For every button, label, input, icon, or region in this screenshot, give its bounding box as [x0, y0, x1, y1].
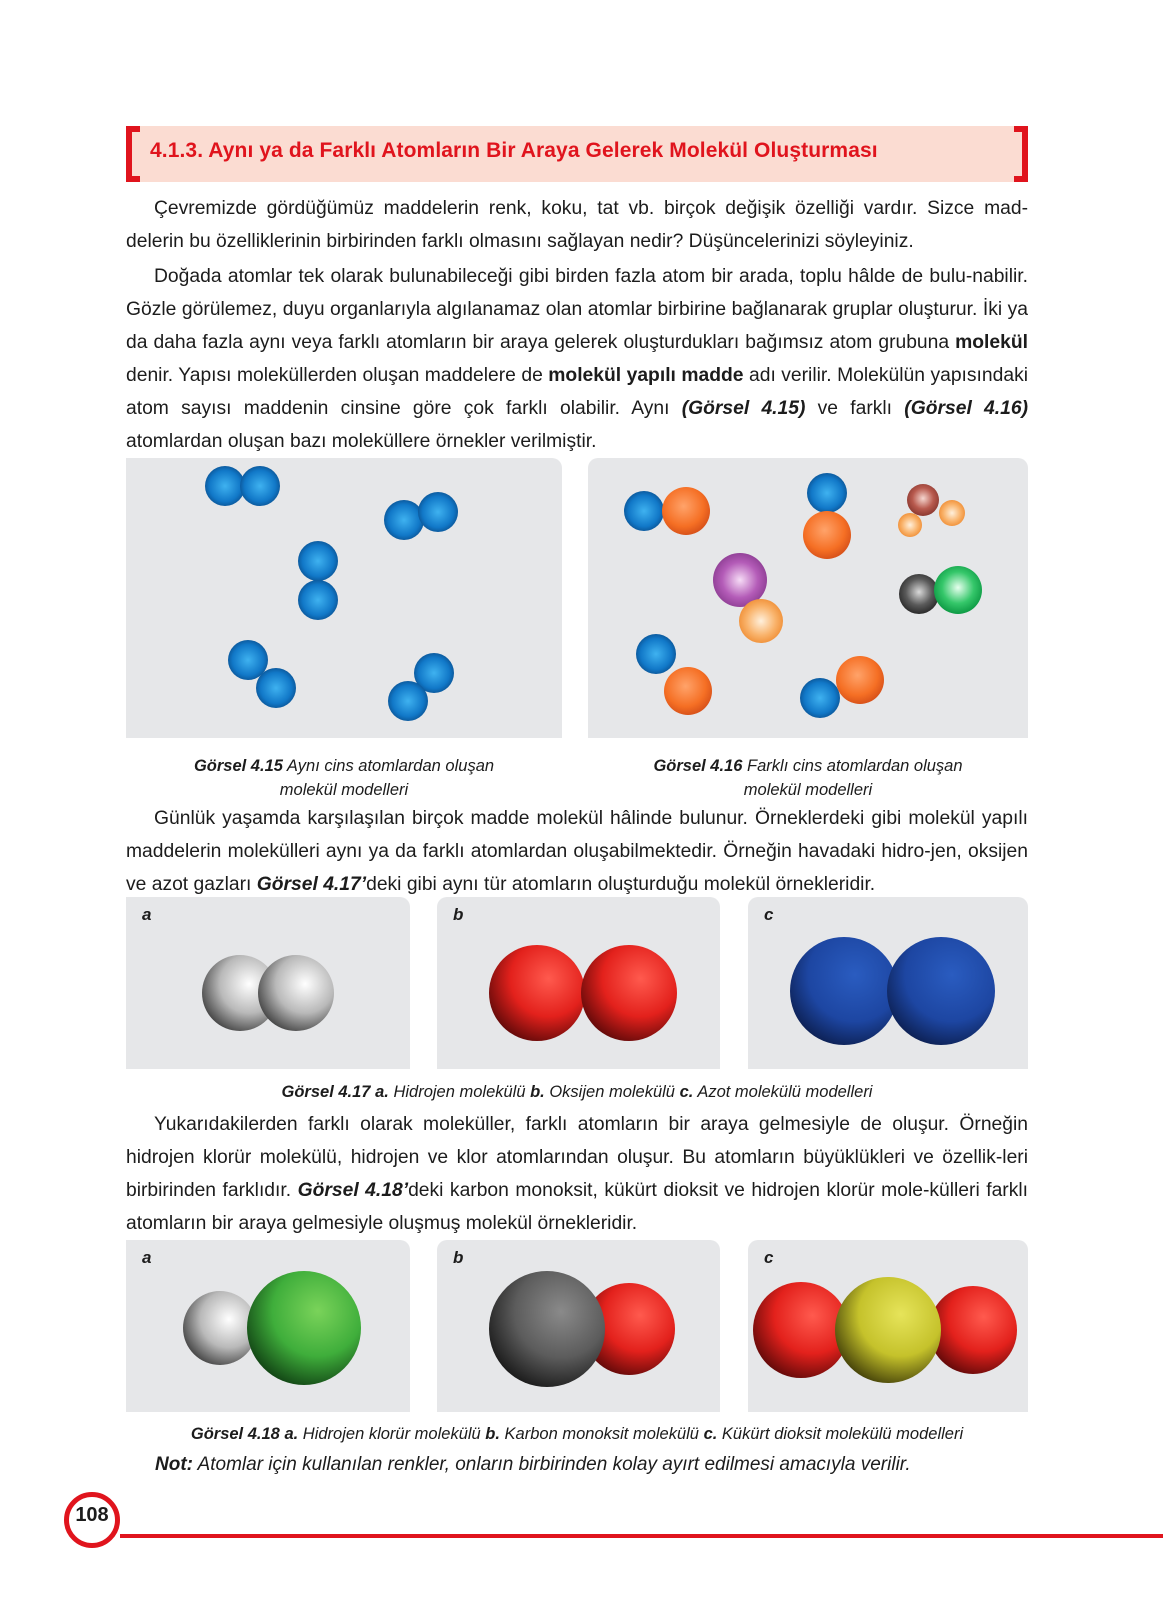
heading-right-bracket	[1014, 126, 1028, 182]
different-atom-molecules-illustration	[588, 458, 1028, 738]
intro-paragraph	[126, 192, 1028, 258]
figure-4-17b-panel	[437, 897, 720, 1069]
heading-left-bracket	[126, 126, 140, 182]
figure-4-16-caption: Görsel 4.16 Farklı cins atomlardan oluşan molekül modelleri	[653, 757, 963, 799]
molecule-2	[384, 492, 458, 540]
molecule-gray-green	[899, 566, 982, 614]
figure-4-17-caption: Görsel 4.17 a. Hidrojen molekülü b. Oksijen molekülü c. Azot molekülü modelleri	[281, 1083, 873, 1101]
molecule-blue-orange-3	[636, 634, 712, 715]
hydrogen-molecule-model	[126, 897, 410, 1069]
same-atom-molecules-paragraph: Günlük yaşamda karşılaşılan birçok madde molekül hâlinde bulunur. Örneklerdeki gibi molekül yapılı maddelerin molekülleri aynı ya da farklı atomlardan oluşabilmektedir. Örneğin havadaki hidro-jen, oksijen ve azot gazları Görsel 4.17’deki gibi aynı tür atomların oluşturduğu molekül örnekleridir.	[126, 808, 1028, 895]
page-number: 108	[75, 1504, 109, 1526]
panel-letter-b: b	[453, 1248, 464, 1267]
note-text: Atomlar için kullanılan renkler, onların birbirinden kolay ayırt edilmesi amacıyla verilir.	[192, 1454, 911, 1475]
molecule-definition-paragraph: Doğada atomlar tek olarak bulunabileceği gibi birden fazla atom bir arada, toplu hâlde de bulu-nabilir. Gözle görülemez, duyu organlarıyla algılanamaz olan atomlar birbirine bağlanarak gruplar oluşturur. İki ya da daha fazla aynı veya farklı atomların bir araya gelerek oluşturdukları bağımsız atom grubuna molekül denir. Yapısı moleküllerden oluşan maddelere de molekül yapılı madde adı verilir. Molekülün yapısındaki atom sayısı maddenin cinsine göre çok farklı olabilir. Aynı (Görsel 4.15) ve farklı (Görsel 4.16) atomlardan oluşan bazı moleküllere örnekler verilmiştir.	[126, 266, 1028, 452]
term-molekul-yapili-madde: molekül yapılı madde	[548, 365, 744, 386]
different-atom-molecules-paragraph: Yukarıdakilerden farklı olarak moleküller, farklı atomların bir araya gelmesiyle de oluşur. Örneğin hidrojen klorür molekülü, hidrojen ve klor atomlarından oluşur. Bu atomların büyüklükleri ve özellik-leri birbirinden farklıdır. Görsel 4.18’deki karbon monoksit, kükürt dioksit ve hidrojen klorür mole-külleri farklı atomların bir araya gelmesiyle oluşmuş molekül örnekleridir.	[126, 1114, 1028, 1234]
note	[155, 1454, 911, 1476]
molecule-blue-orange-4	[800, 656, 884, 718]
figure-4-17c-panel	[748, 897, 1028, 1069]
section-title: 4.1.3. Aynı ya da Farklı Atomların Bir Araya Gelerek Molekül Oluşturması	[150, 139, 878, 162]
section-heading	[126, 126, 1028, 182]
panel-letter-a: a	[142, 905, 152, 924]
term-molekul: molekül	[955, 332, 1028, 353]
note-label: Not:	[155, 1454, 193, 1475]
ref-gorsel-4-18: Görsel 4.18’	[297, 1180, 409, 1201]
same-atom-molecules-illustration	[126, 458, 562, 738]
panel-letter-a: a	[142, 1248, 152, 1267]
nitrogen-molecule-model	[748, 897, 1028, 1069]
footer-rule	[120, 1534, 1163, 1538]
figure-4-17a-panel	[126, 897, 410, 1069]
molecule-blue-orange-1	[624, 487, 710, 535]
molecule-blue-orange-2	[803, 473, 851, 559]
molecule-1	[205, 466, 280, 506]
panel-letter-c: c	[764, 905, 774, 924]
sulfur-dioxide-molecule-model	[748, 1240, 1028, 1412]
panel-letter-b: b	[453, 905, 464, 924]
figure-4-15-caption: Görsel 4.15 Aynı cins atomlardan oluşan molekül modelleri	[193, 757, 495, 799]
ref-gorsel-4-17: Görsel 4.17’	[256, 874, 367, 895]
molecule-3	[298, 541, 338, 620]
figure-4-15-panel	[126, 458, 562, 738]
figure-4-18b-panel	[437, 1240, 720, 1412]
intro-line-2: delerin bu özelliklerinin birbirinden farklı olmasını sağlayan nedir? Düşüncelerinizi söyleyiniz.	[126, 231, 914, 252]
molecule-brown-peach	[898, 484, 965, 537]
panel-letter-c: c	[764, 1248, 774, 1267]
hydrogen-chloride-molecule-model	[126, 1240, 410, 1412]
molecule-5	[388, 653, 454, 721]
figure-4-18-caption: Görsel 4.18 a. Hidrojen klorür molekülü b. Karbon monoksit molekülü c. Kükürt dioksit molekülü modelleri	[190, 1425, 964, 1443]
molecule-4	[228, 640, 296, 708]
carbon-monoxide-molecule-model	[437, 1240, 720, 1412]
oxygen-molecule-model	[437, 897, 720, 1069]
molecule-purple-peach	[713, 553, 783, 643]
ref-gorsel-4-15: (Görsel 4.15)	[681, 398, 806, 419]
figure-4-18a-panel	[126, 1240, 410, 1412]
figure-4-16-panel	[588, 458, 1028, 738]
figure-4-18c-panel	[748, 1240, 1028, 1412]
ref-gorsel-4-16: (Görsel 4.16)	[904, 398, 1028, 419]
intro-line-1: Çevremizde gördüğümüz maddelerin renk, koku, tat vb. birçok değişik özelliği vardır. Sizce mad-	[154, 198, 1028, 219]
